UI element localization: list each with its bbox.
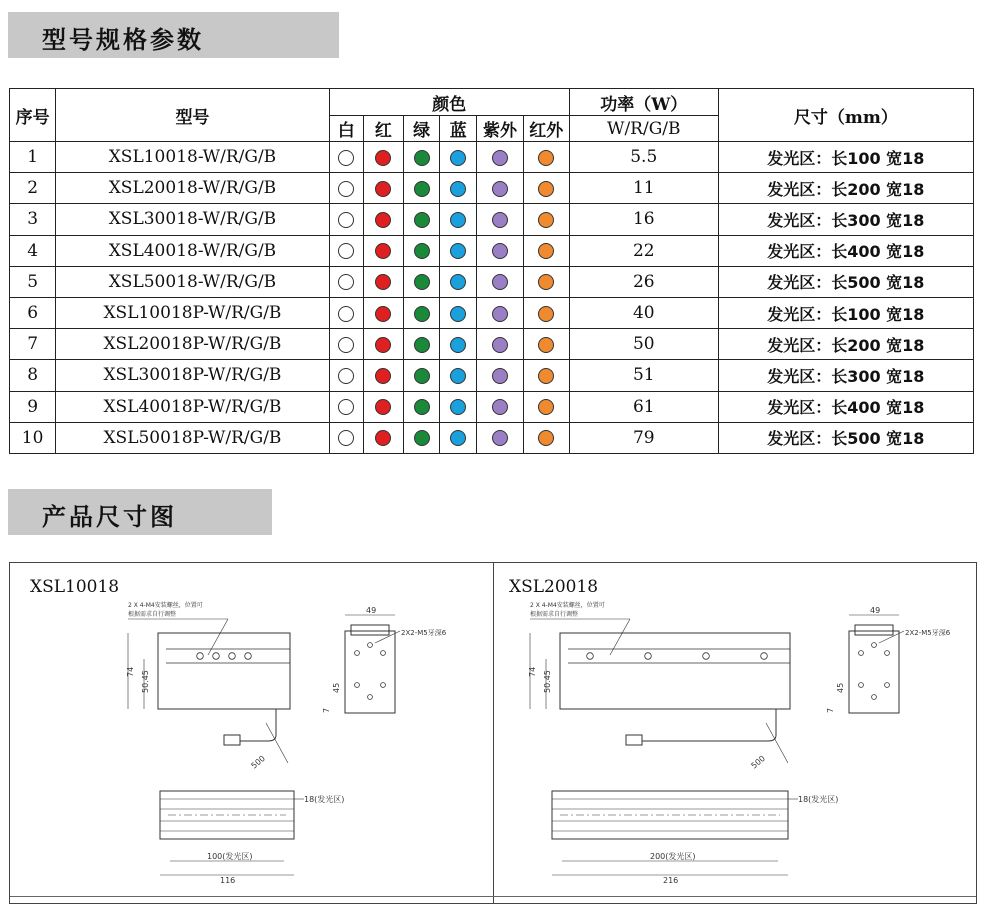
mount-hole <box>229 653 236 660</box>
cell-color <box>404 235 440 266</box>
cell-color <box>329 391 363 422</box>
color-dot-red <box>375 430 391 446</box>
dim-len-total: 216 <box>663 876 679 885</box>
cell-color <box>404 391 440 422</box>
end-hole <box>872 695 877 700</box>
color-header: 紫外 <box>477 116 523 142</box>
cell-color <box>363 391 403 422</box>
color-dot-white <box>338 150 354 166</box>
panel-bottom-line <box>10 896 976 897</box>
color-dot-red <box>375 150 391 166</box>
color-dot-ir <box>538 337 554 353</box>
cell-power: 16 <box>569 204 718 235</box>
color-dot-blue <box>450 181 466 197</box>
section-title-dim <box>8 489 272 535</box>
color-dot-uv <box>492 150 508 166</box>
body-side-view <box>560 633 790 709</box>
dim-thread: 2X2-M5牙深6 <box>905 629 951 637</box>
cell-no: 6 <box>10 297 56 328</box>
color-dot-white <box>338 337 354 353</box>
drawing-svg <box>494 563 976 896</box>
dim-cable: 500 <box>749 753 767 771</box>
color-dot-green <box>414 274 430 290</box>
dim-thread: 2X2-M5牙深6 <box>401 629 447 637</box>
mount-hole <box>645 653 652 660</box>
drawings-panel <box>9 562 977 904</box>
color-dot-green <box>414 337 430 353</box>
table-row <box>10 142 974 173</box>
cell-no: 1 <box>10 142 56 173</box>
color-dot-uv <box>492 212 508 228</box>
color-dot-ir <box>538 274 554 290</box>
color-header: 蓝 <box>440 116 477 142</box>
cell-color <box>404 204 440 235</box>
cell-color <box>329 329 363 360</box>
color-dot-white <box>338 274 354 290</box>
cell-color <box>523 173 569 204</box>
cell-no: 10 <box>10 422 56 453</box>
cell-color <box>477 173 523 204</box>
cell-color <box>363 329 403 360</box>
drawing-xsl20018 <box>494 563 976 896</box>
end-hole <box>355 651 360 656</box>
cell-size: 发光区：长300 宽18 <box>718 204 973 235</box>
mount-note: 2 X 4-M4安装螺丝，位置可 <box>530 602 605 609</box>
leader-line <box>879 631 904 643</box>
dim-width: 49 <box>366 606 377 615</box>
color-dot-blue <box>450 306 466 322</box>
cell-color <box>329 173 363 204</box>
cell-power: 40 <box>569 297 718 328</box>
cell-color <box>404 266 440 297</box>
cell-color <box>363 266 403 297</box>
cell-color <box>477 360 523 391</box>
table-row <box>10 360 974 391</box>
header-power-sub: W/R/G/B <box>569 116 718 142</box>
dim-len-emit: 200(发光区) <box>650 852 696 861</box>
drawing-label: XSL10018 <box>30 577 120 597</box>
header-model: 型号 <box>56 89 329 142</box>
color-header: 红外 <box>523 116 569 142</box>
color-dot-red <box>375 306 391 322</box>
end-hole <box>355 683 360 688</box>
color-dot-green <box>414 243 430 259</box>
cell-color <box>477 329 523 360</box>
connector <box>626 735 642 745</box>
cell-size: 发光区：长200 宽18 <box>718 173 973 204</box>
color-dot-ir <box>538 430 554 446</box>
cell-size: 发光区：长400 宽18 <box>718 391 973 422</box>
cell-color <box>363 422 403 453</box>
dim-emit: 18(发光区) <box>304 795 345 804</box>
color-dot-green <box>414 306 430 322</box>
cell-color <box>523 142 569 173</box>
color-dot-white <box>338 212 354 228</box>
cell-color <box>477 422 523 453</box>
color-dot-green <box>414 399 430 415</box>
color-dot-green <box>414 212 430 228</box>
cell-color <box>329 204 363 235</box>
color-dot-white <box>338 181 354 197</box>
color-dot-green <box>414 181 430 197</box>
color-dot-uv <box>492 368 508 384</box>
dim-height: 74 <box>528 666 537 677</box>
cell-size: 发光区：长500 宽18 <box>718 266 973 297</box>
spec-table <box>9 88 974 454</box>
cell-color <box>363 360 403 391</box>
mount-note: 2 X 4-M4安装螺丝，位置可 <box>128 602 203 609</box>
leader-line <box>208 619 228 655</box>
cell-power: 26 <box>569 266 718 297</box>
cell-model: XSL20018P-W/R/G/B <box>56 329 329 360</box>
color-dot-blue <box>450 212 466 228</box>
mount-note: 根据需求自行调整 <box>128 611 177 618</box>
cell-color <box>523 235 569 266</box>
end-hole <box>368 695 373 700</box>
cell-model: XSL30018P-W/R/G/B <box>56 360 329 391</box>
color-dot-red <box>375 274 391 290</box>
color-header: 白 <box>329 116 363 142</box>
color-dot-white <box>338 430 354 446</box>
mount-note: 根据需求自行调整 <box>530 611 579 618</box>
color-dot-uv <box>492 243 508 259</box>
cell-color <box>477 297 523 328</box>
cell-model: XSL30018-W/R/G/B <box>56 204 329 235</box>
color-dot-uv <box>492 430 508 446</box>
color-dot-white <box>338 306 354 322</box>
color-dot-blue <box>450 337 466 353</box>
color-dot-ir <box>538 150 554 166</box>
color-dot-ir <box>538 212 554 228</box>
color-dot-red <box>375 243 391 259</box>
color-dot-uv <box>492 399 508 415</box>
cell-color <box>363 204 403 235</box>
color-dot-red <box>375 212 391 228</box>
color-dot-ir <box>538 181 554 197</box>
cell-color <box>363 173 403 204</box>
end-view-top <box>855 625 893 635</box>
cell-power: 79 <box>569 422 718 453</box>
dim-small: 7 <box>826 707 835 713</box>
leader-line <box>375 631 400 643</box>
cell-power: 11 <box>569 173 718 204</box>
cell-color <box>523 204 569 235</box>
color-dot-ir <box>538 306 554 322</box>
color-dot-blue <box>450 368 466 384</box>
cell-model: XSL50018P-W/R/G/B <box>56 422 329 453</box>
cell-color <box>404 142 440 173</box>
cell-color <box>329 422 363 453</box>
dim-len-emit: 100(发光区) <box>207 852 253 861</box>
cell-size: 发光区：长400 宽18 <box>718 235 973 266</box>
cell-model: XSL10018-W/R/G/B <box>56 142 329 173</box>
color-dot-uv <box>492 306 508 322</box>
end-hole <box>872 643 877 648</box>
cell-color <box>404 422 440 453</box>
cell-color <box>523 266 569 297</box>
color-dot-blue <box>450 399 466 415</box>
table-row <box>10 329 974 360</box>
cell-color <box>329 297 363 328</box>
color-dot-green <box>414 430 430 446</box>
cell-color <box>440 360 477 391</box>
cell-color <box>523 360 569 391</box>
cell-model: XSL20018-W/R/G/B <box>56 173 329 204</box>
cell-color <box>477 391 523 422</box>
section-title-dim-text: 产品尺寸图 <box>42 502 177 531</box>
section-title-spec-text: 型号规格参数 <box>42 25 204 54</box>
cell-no: 7 <box>10 329 56 360</box>
dim-side: 45 <box>332 682 341 693</box>
color-dot-ir <box>538 368 554 384</box>
cable <box>240 709 276 741</box>
mount-hole <box>587 653 594 660</box>
header-size: 尺寸（mm） <box>718 89 973 142</box>
dim-line <box>766 723 788 763</box>
cell-size: 发光区：长500 宽18 <box>718 422 973 453</box>
color-dot-red <box>375 399 391 415</box>
cell-color <box>440 391 477 422</box>
cell-color <box>477 235 523 266</box>
header-color: 颜色 <box>329 89 569 116</box>
color-dot-white <box>338 399 354 415</box>
cell-color <box>329 235 363 266</box>
cell-size: 发光区：长300 宽18 <box>718 360 973 391</box>
end-hole <box>859 651 864 656</box>
cell-color <box>329 142 363 173</box>
color-dot-uv <box>492 274 508 290</box>
drawing-label: XSL20018 <box>509 577 599 597</box>
color-dot-green <box>414 368 430 384</box>
color-dot-green <box>414 150 430 166</box>
cell-model: XSL50018-W/R/G/B <box>56 266 329 297</box>
color-header: 红 <box>363 116 403 142</box>
table-row <box>10 204 974 235</box>
cell-color <box>363 297 403 328</box>
dim-inner: 50.45 <box>543 670 552 693</box>
end-hole <box>381 683 386 688</box>
end-view <box>345 631 395 713</box>
cell-color <box>440 422 477 453</box>
connector <box>224 735 240 745</box>
cell-color <box>523 329 569 360</box>
cell-no: 4 <box>10 235 56 266</box>
color-dot-ir <box>538 243 554 259</box>
cell-model: XSL10018P-W/R/G/B <box>56 297 329 328</box>
color-dot-red <box>375 337 391 353</box>
cable <box>642 709 776 741</box>
cell-color <box>477 142 523 173</box>
cell-color <box>363 142 403 173</box>
body-side-view <box>158 633 290 709</box>
cell-color <box>523 391 569 422</box>
cell-model: XSL40018P-W/R/G/B <box>56 391 329 422</box>
cell-no: 3 <box>10 204 56 235</box>
cell-size: 发光区：长100 宽18 <box>718 142 973 173</box>
color-dot-white <box>338 368 354 384</box>
end-hole <box>859 683 864 688</box>
cell-color <box>440 173 477 204</box>
color-dot-white <box>338 243 354 259</box>
cell-no: 8 <box>10 360 56 391</box>
end-view <box>849 631 899 713</box>
cell-color <box>404 297 440 328</box>
cell-size: 发光区：长100 宽18 <box>718 297 973 328</box>
drawing-svg <box>10 563 492 896</box>
dim-emit: 18(发光区) <box>798 795 839 804</box>
color-dot-uv <box>492 181 508 197</box>
cell-color <box>477 204 523 235</box>
color-dot-blue <box>450 150 466 166</box>
color-dot-blue <box>450 274 466 290</box>
cell-no: 5 <box>10 266 56 297</box>
cell-color <box>404 329 440 360</box>
cell-color <box>329 266 363 297</box>
cell-no: 2 <box>10 173 56 204</box>
color-header: 绿 <box>404 116 440 142</box>
color-dot-uv <box>492 337 508 353</box>
dim-small: 7 <box>322 707 331 713</box>
cell-power: 51 <box>569 360 718 391</box>
dim-len-total: 116 <box>220 876 236 885</box>
dim-height: 74 <box>126 666 135 677</box>
dim-line <box>266 723 288 763</box>
drawing-xsl10018 <box>10 563 493 896</box>
mount-hole <box>245 653 252 660</box>
end-view-top <box>351 625 389 635</box>
cell-power: 5.5 <box>569 142 718 173</box>
section-title-spec <box>8 12 339 58</box>
cell-color <box>329 360 363 391</box>
cell-color <box>440 142 477 173</box>
color-dot-blue <box>450 243 466 259</box>
cell-color <box>440 329 477 360</box>
cell-color <box>523 297 569 328</box>
header-power: 功率（W） <box>569 89 718 116</box>
table-row <box>10 297 974 328</box>
end-hole <box>885 683 890 688</box>
cell-color <box>440 266 477 297</box>
cell-color <box>363 235 403 266</box>
table-row <box>10 391 974 422</box>
cell-color <box>477 266 523 297</box>
dim-inner: 50.45 <box>141 670 150 693</box>
cell-model: XSL40018-W/R/G/B <box>56 235 329 266</box>
color-dot-red <box>375 368 391 384</box>
color-dot-ir <box>538 399 554 415</box>
end-hole <box>885 651 890 656</box>
color-dot-red <box>375 181 391 197</box>
dim-width: 49 <box>870 606 881 615</box>
header-no: 序号 <box>10 89 56 142</box>
cell-color <box>440 235 477 266</box>
mount-hole <box>703 653 710 660</box>
cell-power: 22 <box>569 235 718 266</box>
mount-hole <box>761 653 768 660</box>
table-row <box>10 173 974 204</box>
cell-power: 61 <box>569 391 718 422</box>
cell-no: 9 <box>10 391 56 422</box>
cell-size: 发光区：长200 宽18 <box>718 329 973 360</box>
table-row <box>10 266 974 297</box>
leader-line <box>610 619 630 655</box>
color-dot-blue <box>450 430 466 446</box>
table-row <box>10 422 974 453</box>
cell-color <box>523 422 569 453</box>
end-hole <box>368 643 373 648</box>
cell-color <box>440 297 477 328</box>
table-row <box>10 235 974 266</box>
dim-cable: 500 <box>249 753 267 771</box>
dim-side: 45 <box>836 682 845 693</box>
mount-hole <box>197 653 204 660</box>
cell-color <box>404 360 440 391</box>
cell-power: 50 <box>569 329 718 360</box>
end-hole <box>381 651 386 656</box>
cell-color <box>440 204 477 235</box>
mount-hole <box>213 653 220 660</box>
cell-color <box>404 173 440 204</box>
